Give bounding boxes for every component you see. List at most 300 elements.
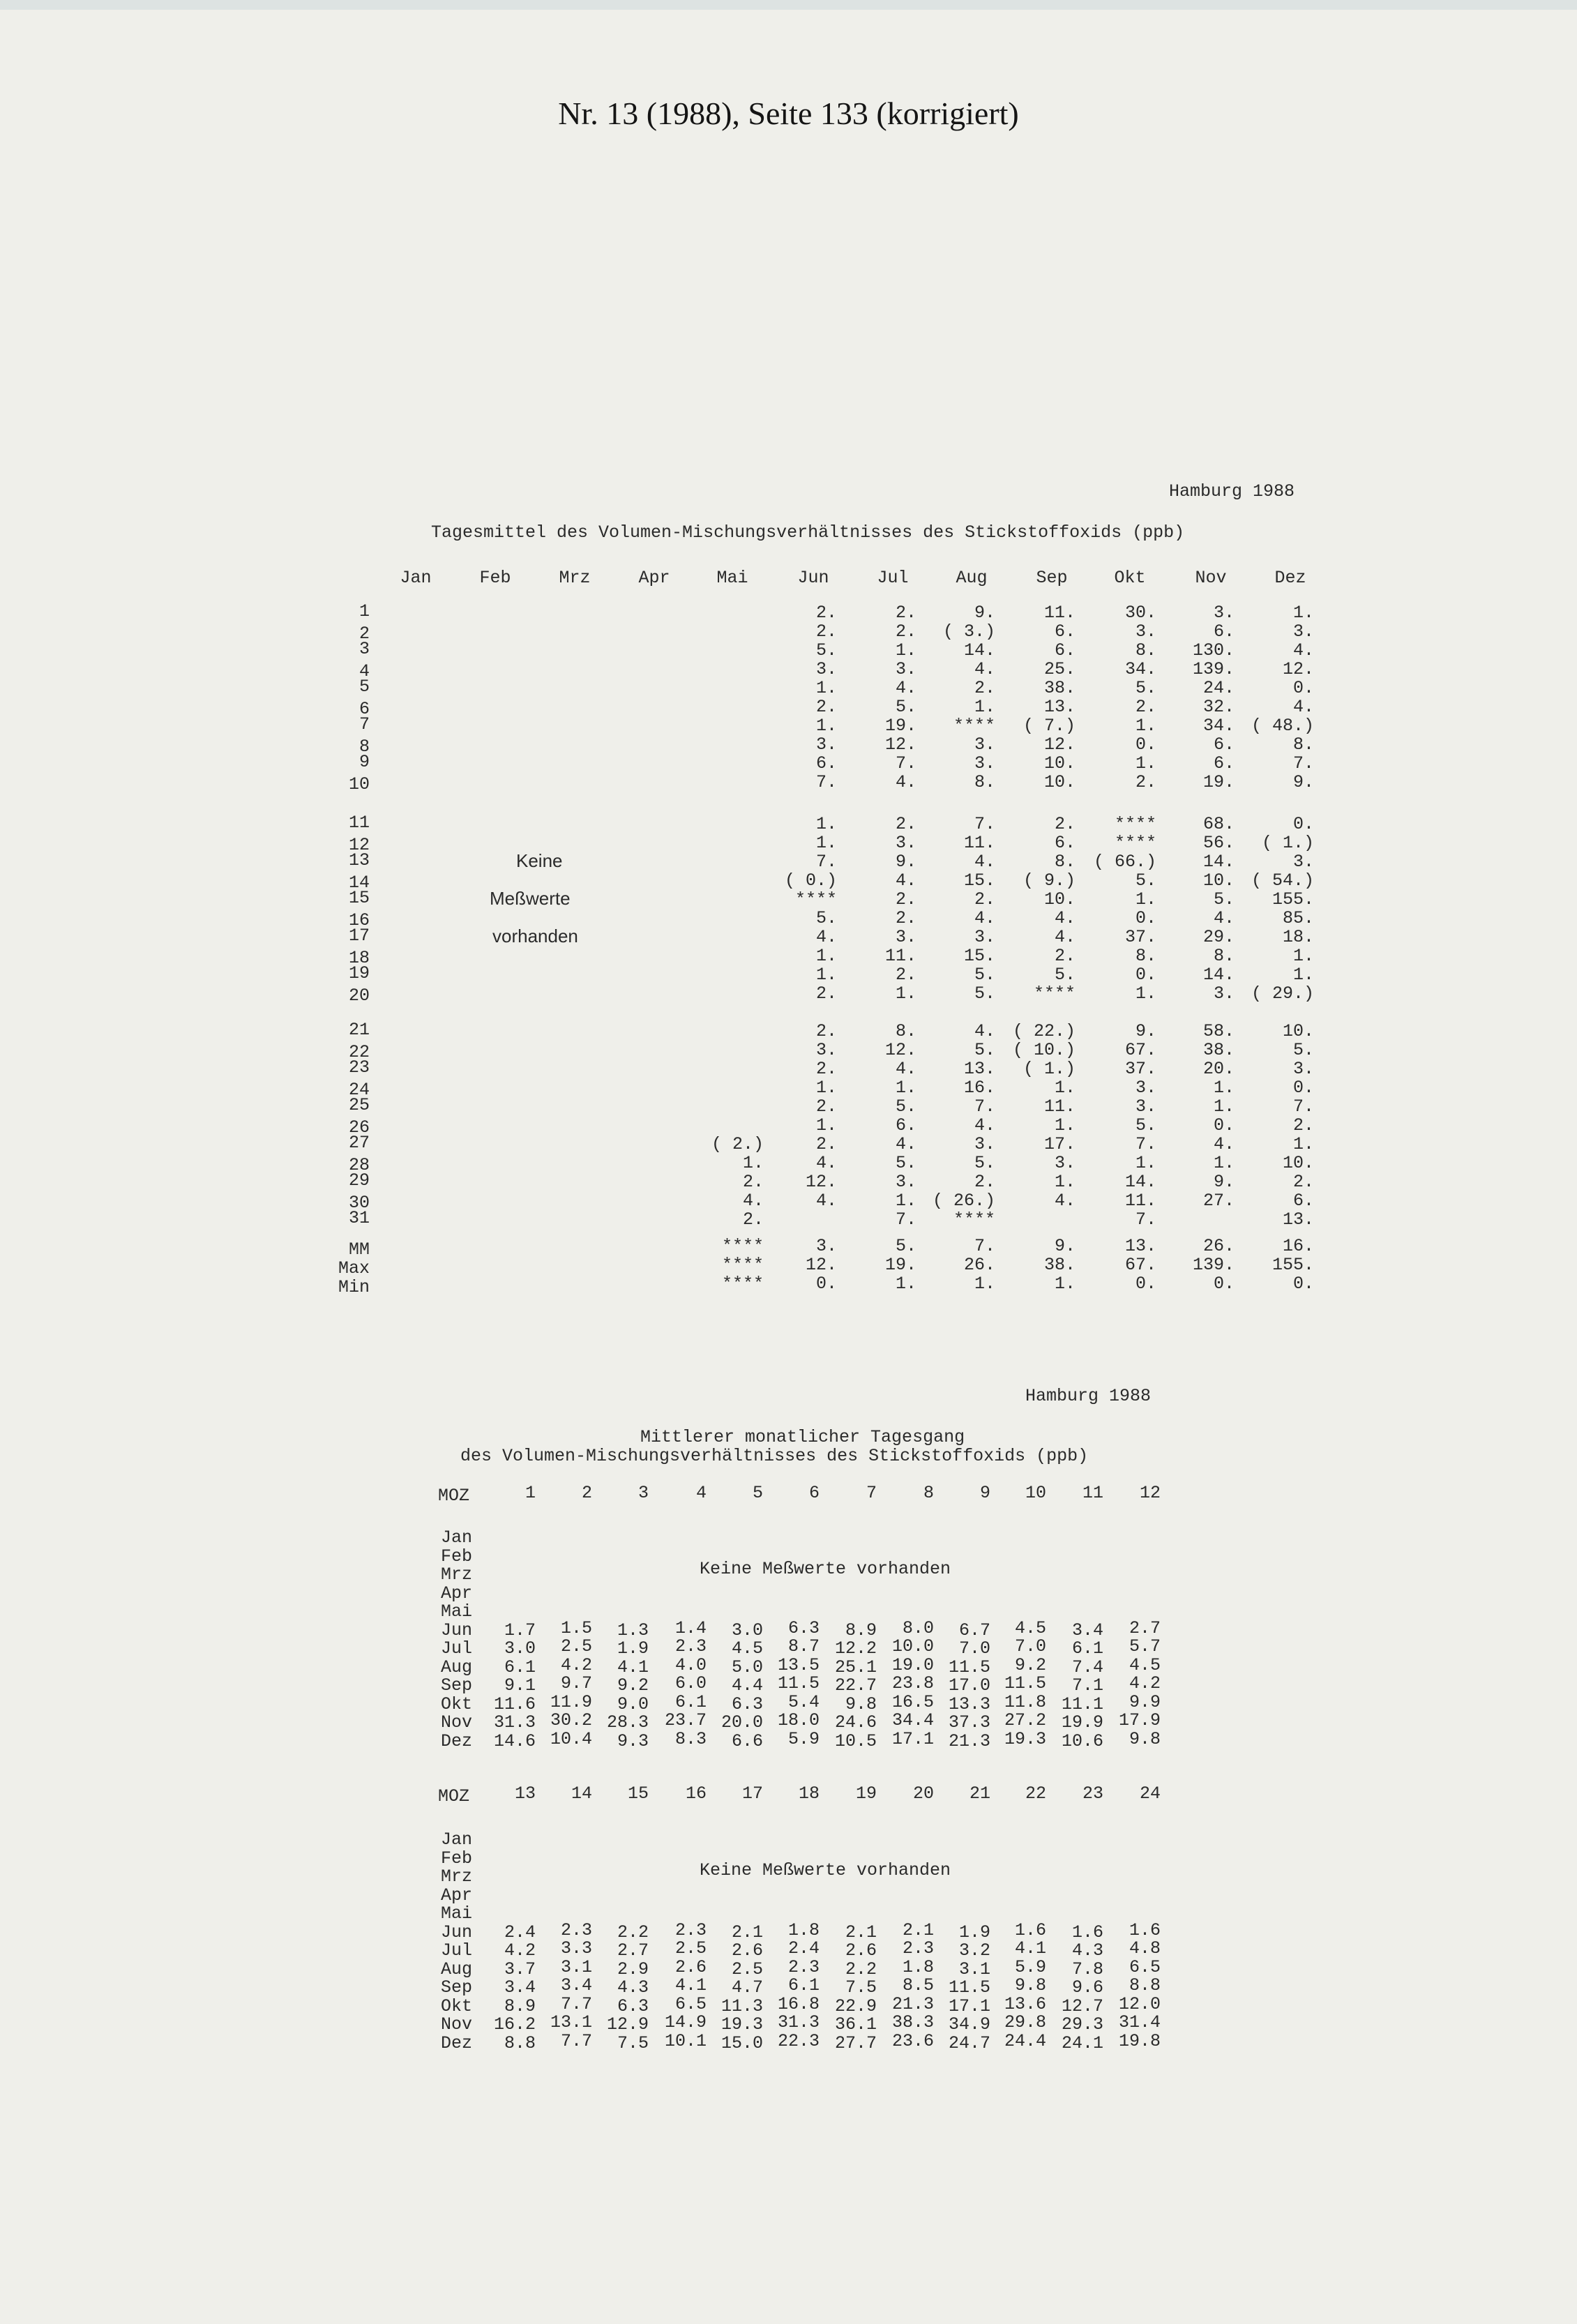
diurnal-cell: 2.5 <box>560 1636 592 1657</box>
hour-header: 4 <box>695 1483 707 1503</box>
hour-header: 19 <box>855 1783 877 1804</box>
table1-cell: 1. <box>1292 965 1314 985</box>
diurnal-cell: 6.3 <box>731 1693 763 1714</box>
table1-cell: 1. <box>742 1153 764 1173</box>
table1-cell: 5. <box>1135 1115 1156 1135</box>
diurnal-cell: 8.5 <box>902 1975 934 1995</box>
table1-cell: 3. <box>1292 852 1314 872</box>
table1-day-label: 4 <box>359 661 370 681</box>
diurnal-cell: 34.4 <box>891 1710 934 1730</box>
diurnal-cell: 4.0 <box>674 1654 707 1675</box>
table1-cell: 1. <box>1135 889 1156 910</box>
table1-summary-cell: 0. <box>1135 1274 1156 1294</box>
diurnal-cell: 4.5 <box>731 1638 763 1659</box>
diurnal-cell: 4.2 <box>560 1654 592 1675</box>
table1-cell: 4. <box>974 852 995 872</box>
moz-label: MOZ <box>438 1486 470 1506</box>
diurnal-cell: 8.9 <box>845 1620 877 1640</box>
diurnal-cell: 13.5 <box>777 1654 820 1675</box>
diurnal-cell: 7.4 <box>1071 1657 1103 1677</box>
hour-header: 18 <box>798 1783 820 1804</box>
month-label: Feb <box>441 1848 473 1869</box>
table1-cell: 0. <box>1292 678 1314 698</box>
table1-cell: 2. <box>1292 1115 1314 1135</box>
table1-cell: 56. <box>1202 833 1235 853</box>
table1-month-header: Nov <box>1195 568 1227 588</box>
diurnal-cell: 13.3 <box>948 1693 990 1714</box>
table1-cell: 6. <box>1213 753 1235 774</box>
table1-cell: 9. <box>895 852 916 872</box>
month-label: Jul <box>441 1940 473 1961</box>
diurnal-cell: 11.5 <box>948 1977 990 1998</box>
table1-cell: 7. <box>1292 753 1314 774</box>
table1-location: Hamburg 1988 <box>1169 481 1295 501</box>
month-label: Jan <box>441 1829 473 1850</box>
table1-cell: 2. <box>1135 772 1156 792</box>
table1-cell: 3. <box>1213 603 1235 623</box>
diurnal-cell: 1.3 <box>617 1620 649 1640</box>
diurnal-cell: 16.8 <box>777 1993 820 2014</box>
table1-cell: 12. <box>884 1040 916 1060</box>
diurnal-cell: 23.7 <box>664 1710 707 1730</box>
diurnal-cell: 10.0 <box>891 1636 934 1657</box>
page-title: Nr. 13 (1988), Seite 133 (korrigiert) <box>558 96 1019 131</box>
table1-cell: 8. <box>1054 852 1076 872</box>
table1-cell: 1. <box>815 814 837 834</box>
diurnal-cell: 11.9 <box>550 1691 592 1712</box>
diurnal-cell: 13.6 <box>1004 1993 1046 2014</box>
diurnal-cell: 17.1 <box>891 1728 934 1749</box>
table1-cell: 2. <box>815 697 837 717</box>
table1-cell: 4. <box>1292 697 1314 717</box>
table1-cell: 5. <box>895 697 916 717</box>
diurnal-cell: 14.9 <box>664 2012 707 2032</box>
table1-cell: 3. <box>1135 1096 1156 1117</box>
table1-summary-cell: 5. <box>895 1236 916 1256</box>
hour-header: 13 <box>514 1783 536 1804</box>
table1-cell: 2. <box>815 1134 837 1154</box>
table1-cell: 4. <box>1054 1191 1076 1211</box>
table1-cell: 4. <box>1054 908 1076 928</box>
diurnal-cell: 6.0 <box>674 1673 707 1693</box>
diurnal-cell: 1.6 <box>1129 1919 1161 1940</box>
diurnal-cell: 31.3 <box>493 1712 536 1733</box>
table1-day-label: 27 <box>348 1133 370 1153</box>
table1-cell: 4. <box>815 927 837 947</box>
table1-cell: 1. <box>1292 1134 1314 1154</box>
diurnal-cell: 6.7 <box>958 1620 990 1640</box>
table1-cell: 10. <box>1043 889 1076 910</box>
table1-cell: 13. <box>963 1059 995 1079</box>
diurnal-cell: 12.9 <box>606 2014 649 2035</box>
table1-cell: 2. <box>895 908 916 928</box>
table1-cell: **** <box>1033 983 1076 1004</box>
diurnal-cell: 6.3 <box>617 1995 649 2016</box>
month-label: Mai <box>441 1903 473 1924</box>
table1-cell: 3. <box>974 927 995 947</box>
table1-cell: 5. <box>974 983 995 1004</box>
hour-header: 20 <box>912 1783 934 1804</box>
table1-cell: 5. <box>815 640 837 661</box>
table2-location: Hamburg 1988 <box>1025 1386 1152 1406</box>
table1-cell: 2. <box>815 603 837 623</box>
table1-cell: 12. <box>884 734 916 755</box>
table1-cell: 30. <box>1124 603 1156 623</box>
table1-cell: 8. <box>1213 946 1235 966</box>
table1-cell: 2. <box>1054 946 1076 966</box>
diurnal-cell: 27.2 <box>1004 1710 1046 1730</box>
diurnal-cell: 3.0 <box>504 1638 536 1659</box>
diurnal-cell: 12.7 <box>1061 1995 1103 2016</box>
table1-summary-cell: 13. <box>1124 1236 1156 1256</box>
hour-header: 16 <box>685 1783 707 1804</box>
diurnal-cell: 8.3 <box>674 1728 707 1749</box>
month-label: Dez <box>441 2032 473 2053</box>
diurnal-cell: 7.7 <box>560 2030 592 2051</box>
table1-day-label: 31 <box>348 1208 370 1228</box>
diurnal-cell: 12.2 <box>834 1638 877 1659</box>
diurnal-cell: 19.3 <box>1004 1728 1046 1749</box>
diurnal-cell: 8.8 <box>504 2032 536 2053</box>
table1-summary-cell: 1. <box>974 1274 995 1294</box>
table1-cell: 9. <box>974 603 995 623</box>
table1-summary-cell: 26. <box>963 1255 995 1275</box>
diurnal-cell: 16.2 <box>493 2014 536 2035</box>
table1-cell: 1. <box>1135 716 1156 736</box>
table1-cell: 7. <box>895 1209 916 1230</box>
table1-cell: 2. <box>974 1172 995 1192</box>
table1-cell: 1. <box>1135 753 1156 774</box>
table1-day-label: 23 <box>348 1057 370 1078</box>
diurnal-cell: 2.6 <box>845 1940 877 1961</box>
diurnal-cell: 3.4 <box>560 1975 592 1995</box>
diurnal-cell: 2.4 <box>787 1938 820 1959</box>
table1-month-header: Okt <box>1114 568 1146 588</box>
table1-cell: 3. <box>1292 1059 1314 1079</box>
table1-cell: 14. <box>1202 965 1235 985</box>
table1-day-label: 2 <box>359 624 370 644</box>
diurnal-cell: 2.9 <box>617 1959 649 1979</box>
diurnal-cell: 9.3 <box>617 1730 649 1751</box>
table1-cell: ( 7.) <box>1023 716 1076 736</box>
table1-cell: 11. <box>884 946 916 966</box>
diurnal-cell: 2.1 <box>731 1922 763 1942</box>
hour-header: 10 <box>1025 1483 1046 1503</box>
table1-cell: 0. <box>1135 965 1156 985</box>
table1-cell: 1. <box>1135 1153 1156 1173</box>
table1-month-header: Aug <box>956 568 988 588</box>
table1-cell: 2. <box>895 603 916 623</box>
diurnal-cell: 21.3 <box>948 1730 990 1751</box>
table1-cell: 34. <box>1124 659 1156 679</box>
diurnal-cell: 24.1 <box>1061 2032 1103 2053</box>
table1-cell: 2. <box>974 678 995 698</box>
diurnal-cell: 4.3 <box>1071 1940 1103 1961</box>
diurnal-cell: 23.6 <box>891 2030 934 2051</box>
table1-month-header: Jul <box>877 568 909 588</box>
table1-cell: 17. <box>1043 1134 1076 1154</box>
table1-cell: 1. <box>1054 1172 1076 1192</box>
diurnal-cell: 6.5 <box>1129 1956 1161 1977</box>
month-label: Mrz <box>441 1564 473 1585</box>
diurnal-cell: 2.1 <box>845 1922 877 1942</box>
diurnal-cell: 11.8 <box>1004 1691 1046 1712</box>
table1-cell: 10. <box>1202 870 1235 891</box>
table1-cell: 1. <box>1292 603 1314 623</box>
table1-cell: 9. <box>1292 772 1314 792</box>
table1-summary-cell: 67. <box>1124 1255 1156 1275</box>
diurnal-cell: 9.2 <box>1014 1654 1046 1675</box>
table1-summary-cell: **** <box>721 1274 764 1294</box>
no-data-text: Keine Meßwerte vorhanden <box>700 1860 951 1880</box>
table1-day-label: 22 <box>348 1042 370 1062</box>
table1-day-label: 13 <box>348 850 370 870</box>
diurnal-cell: 2.3 <box>674 1919 707 1940</box>
table1-month-header: Mrz <box>559 568 591 588</box>
table1-cell: 18. <box>1282 927 1314 947</box>
table1-cell: 1. <box>895 983 916 1004</box>
table1-cell: ( 0.) <box>784 870 837 891</box>
table1-cell: 5. <box>1213 889 1235 910</box>
table1-month-header: Apr <box>638 568 670 588</box>
table1-cell: 5. <box>974 1153 995 1173</box>
table1-cell: 15. <box>963 946 995 966</box>
hour-header: 14 <box>571 1783 592 1804</box>
diurnal-cell: 27.7 <box>834 2032 877 2053</box>
table1-cell: 13. <box>1043 697 1076 717</box>
table1-cell: ( 54.) <box>1251 870 1314 891</box>
table1-day-label: 5 <box>359 677 370 697</box>
table1-cell: ( 3.) <box>942 621 995 642</box>
diurnal-cell: 3.0 <box>731 1620 763 1640</box>
table1-cell: 1. <box>1213 1078 1235 1098</box>
diurnal-cell: 11.3 <box>720 1995 763 2016</box>
diurnal-cell: 22.9 <box>834 1995 877 2016</box>
diurnal-cell: 10.1 <box>664 2030 707 2051</box>
table1-cell: ( 2.) <box>711 1134 764 1154</box>
table1-cell: 25. <box>1043 659 1076 679</box>
table1-summary-cell: 1. <box>1054 1274 1076 1294</box>
diurnal-cell: 1.8 <box>902 1956 934 1977</box>
table1-cell: 3. <box>1292 621 1314 642</box>
diurnal-cell: 2.5 <box>674 1938 707 1959</box>
diurnal-cell: 31.3 <box>777 2012 820 2032</box>
table1-cell: 3. <box>895 833 916 853</box>
month-label: Okt <box>441 1693 473 1714</box>
table1-cell: 1. <box>1135 983 1156 1004</box>
table1-summary-cell: 3. <box>815 1236 837 1256</box>
month-label: Nov <box>441 1712 473 1733</box>
hour-header: 17 <box>741 1783 763 1804</box>
diurnal-cell: 20.0 <box>720 1712 763 1733</box>
diurnal-cell: 2.7 <box>617 1940 649 1961</box>
table1-cell: 4. <box>742 1191 764 1211</box>
table1-cell: 0. <box>1292 814 1314 834</box>
diurnal-cell: 4.8 <box>1129 1938 1161 1959</box>
table1-summary-cell: 155. <box>1272 1255 1314 1275</box>
table1-cell: 14. <box>1202 852 1235 872</box>
table1-cell: 11. <box>1124 1191 1156 1211</box>
table1-cell: 1. <box>974 697 995 717</box>
table1-cell: 67. <box>1124 1040 1156 1060</box>
hour-header: 5 <box>752 1483 763 1503</box>
table1-cell: 10. <box>1282 1153 1314 1173</box>
diurnal-cell: 11.5 <box>948 1657 990 1677</box>
table1-cell: 1. <box>815 1115 837 1135</box>
table1-day-label: 1 <box>359 601 370 621</box>
diurnal-cell: 29.3 <box>1061 2014 1103 2035</box>
diurnal-cell: 12.0 <box>1118 1993 1161 2014</box>
diurnal-cell: 3.4 <box>504 1977 536 1998</box>
diurnal-cell: 2.4 <box>504 1922 536 1942</box>
diurnal-cell: 11.1 <box>1061 1693 1103 1714</box>
table1-no-data: vorhanden <box>492 926 578 946</box>
month-label: Jun <box>441 1620 473 1640</box>
table1-cell: 3. <box>895 659 916 679</box>
table1-cell: 3. <box>1135 621 1156 642</box>
table1-cell: 9. <box>1135 1021 1156 1041</box>
month-label: Sep <box>441 1977 473 1998</box>
table1-cell: ( 1.) <box>1023 1059 1076 1079</box>
diurnal-cell: 4.1 <box>1014 1938 1046 1959</box>
diurnal-cell: 4.2 <box>504 1940 536 1961</box>
diurnal-cell: 4.3 <box>617 1977 649 1998</box>
hour-header: 22 <box>1025 1783 1046 1804</box>
month-label: Feb <box>441 1546 473 1567</box>
diurnal-cell: 7.8 <box>1071 1959 1103 1979</box>
table1-cell: 38. <box>1202 1040 1235 1060</box>
table1-day-label: 8 <box>359 737 370 757</box>
diurnal-cell: 9.8 <box>1014 1975 1046 1995</box>
table1-cell: 3. <box>1054 1153 1076 1173</box>
table1-cell: 1. <box>1292 946 1314 966</box>
diurnal-cell: 22.3 <box>777 2030 820 2051</box>
table1-cell: 13. <box>1282 1209 1314 1230</box>
table1-cell: 5. <box>974 1040 995 1060</box>
diurnal-cell: 5.7 <box>1129 1636 1161 1657</box>
hour-header: 3 <box>637 1483 649 1503</box>
table1-cell: 1. <box>1213 1153 1235 1173</box>
table1-cell: 12. <box>1282 659 1314 679</box>
table1-cell: 4. <box>974 1115 995 1135</box>
table1-cell: 7. <box>1135 1209 1156 1230</box>
diurnal-cell: 5.4 <box>787 1691 820 1712</box>
table1-cell: 1. <box>1213 1096 1235 1117</box>
table1-cell: 7. <box>1135 1134 1156 1154</box>
table1-cell: 1. <box>895 1078 916 1098</box>
diurnal-cell: 3.4 <box>1071 1620 1103 1640</box>
table1-heading: Tagesmittel des Volumen-Mischungsverhältnisses des Stickstoffoxids (ppb) <box>431 522 1185 543</box>
table1-cell: ( 48.) <box>1251 716 1314 736</box>
table1-summary-label: Max <box>338 1258 370 1278</box>
diurnal-cell: 8.9 <box>504 1995 536 2016</box>
table1-cell: 1. <box>815 833 837 853</box>
table1-cell: 19. <box>1202 772 1235 792</box>
table1-day-label: 26 <box>348 1117 370 1138</box>
diurnal-cell: 6.6 <box>731 1730 763 1751</box>
table1-cell: ( 9.) <box>1023 870 1076 891</box>
table1-cell: 155. <box>1272 889 1314 910</box>
table1-cell: 1. <box>815 965 837 985</box>
diurnal-cell: 24.6 <box>834 1712 877 1733</box>
table1-cell: 2. <box>1135 697 1156 717</box>
diurnal-cell: 4.1 <box>674 1975 707 1995</box>
table1-cell: 4. <box>895 1059 916 1079</box>
table1-summary-cell: 26. <box>1202 1236 1235 1256</box>
table1-cell: **** <box>953 716 995 736</box>
table1-summary-cell: 0. <box>1213 1274 1235 1294</box>
diurnal-cell: 2.6 <box>731 1940 763 1961</box>
diurnal-cell: 6.1 <box>787 1975 820 1995</box>
table1-cell: 4. <box>974 659 995 679</box>
diurnal-cell: 9.0 <box>617 1693 649 1714</box>
table1-cell: 2. <box>895 965 916 985</box>
table1-cell: 6. <box>1054 833 1076 853</box>
diurnal-cell: 6.1 <box>1071 1638 1103 1659</box>
table1-month-header: Jan <box>400 568 432 588</box>
table1-cell: 6. <box>1292 1191 1314 1211</box>
table1-day-label: 30 <box>348 1193 370 1213</box>
diurnal-cell: 25.1 <box>834 1657 877 1677</box>
table1-cell: 5. <box>1135 678 1156 698</box>
diurnal-cell: 7.5 <box>845 1977 877 1998</box>
table1-cell: 11. <box>1043 603 1076 623</box>
table1-day-label: 19 <box>348 963 370 983</box>
diurnal-cell: 2.2 <box>845 1959 877 1979</box>
month-label: Mrz <box>441 1866 473 1887</box>
table1-summary-cell: 139. <box>1192 1255 1235 1275</box>
month-label: Dez <box>441 1730 473 1751</box>
diurnal-cell: 15.0 <box>720 2032 763 2053</box>
diurnal-cell: 7.0 <box>958 1638 990 1659</box>
diurnal-cell: 3.1 <box>958 1959 990 1979</box>
table1-cell: 0. <box>1213 1115 1235 1135</box>
table1-day-label: 20 <box>348 986 370 1006</box>
diurnal-cell: 19.8 <box>1118 2030 1161 2051</box>
diurnal-cell: 31.4 <box>1118 2012 1161 2032</box>
diurnal-cell: 17.9 <box>1118 1710 1161 1730</box>
table1-cell: ( 22.) <box>1012 1021 1076 1041</box>
diurnal-cell: 19.3 <box>720 2014 763 2035</box>
table1-cell: 0. <box>1292 1078 1314 1098</box>
diurnal-cell: 21.3 <box>891 1993 934 2014</box>
table1-cell: 37. <box>1124 1059 1156 1079</box>
diurnal-cell: 6.1 <box>504 1657 536 1677</box>
table1-cell: 2. <box>742 1172 764 1192</box>
table1-cell: **** <box>953 1209 995 1230</box>
diurnal-cell: 1.6 <box>1071 1922 1103 1942</box>
table1-cell: 3. <box>1213 983 1235 1004</box>
table1-cell: 29. <box>1202 927 1235 947</box>
table1-cell: 2. <box>742 1209 764 1230</box>
hour-header: 15 <box>627 1783 649 1804</box>
diurnal-cell: 1.9 <box>958 1922 990 1942</box>
table1-cell: 85. <box>1282 908 1314 928</box>
table1-cell: 2. <box>895 889 916 910</box>
table1-month-header: Mai <box>716 568 748 588</box>
diurnal-cell: 6.5 <box>674 1993 707 2014</box>
top-border <box>0 0 1577 10</box>
table1-cell: 1. <box>815 716 837 736</box>
table1-summary-cell: **** <box>721 1255 764 1275</box>
diurnal-cell: 9.6 <box>1071 1977 1103 1998</box>
month-label: Okt <box>441 1995 473 2016</box>
hour-header: 7 <box>866 1483 877 1503</box>
diurnal-cell: 13.1 <box>550 2012 592 2032</box>
table1-month-header: Feb <box>479 568 511 588</box>
table1-cell: 4. <box>974 1021 995 1041</box>
table1-cell: 8. <box>895 1021 916 1041</box>
